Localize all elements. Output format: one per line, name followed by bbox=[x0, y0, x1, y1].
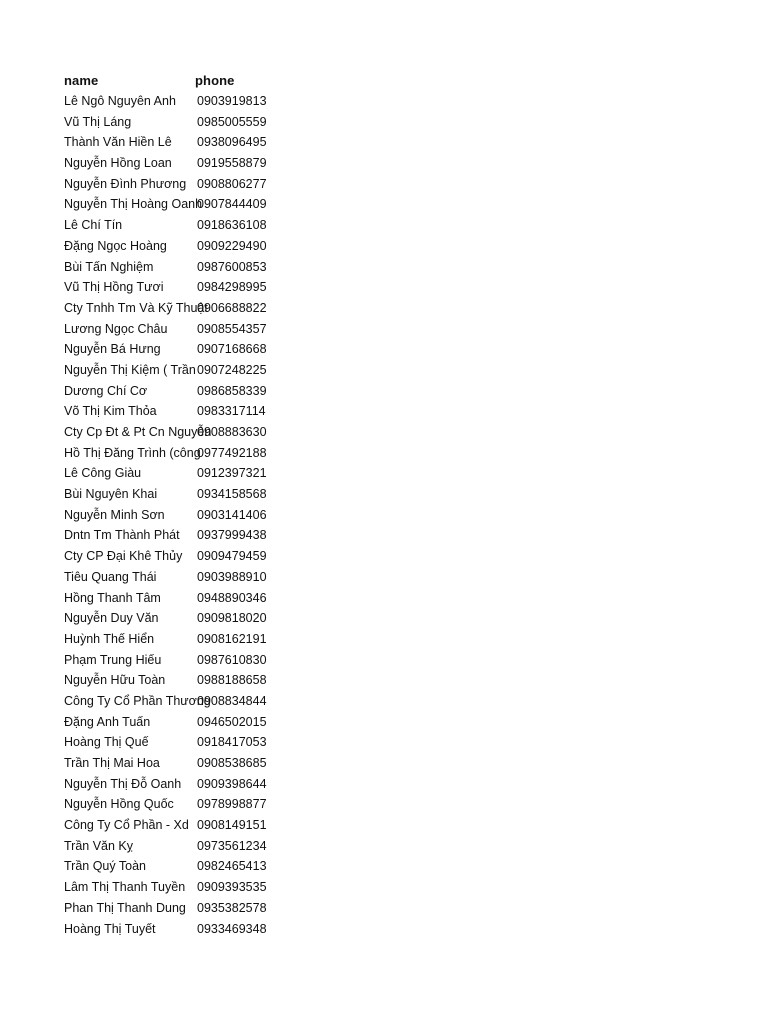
cell-phone: 0909398644 bbox=[197, 776, 267, 791]
cell-phone: 0988188658 bbox=[197, 673, 267, 688]
cell-name: Nguyễn Hữu Toàn bbox=[64, 673, 166, 688]
cell-phone: 0903141406 bbox=[197, 507, 267, 522]
cell-phone: 0948890346 bbox=[197, 590, 267, 605]
table-row bbox=[64, 360, 284, 381]
cell-phone: 0983317114 bbox=[197, 404, 266, 419]
cell-name: Thành Văn Hiền Lê bbox=[64, 135, 172, 150]
cell-name: Nguyễn Hồng Loan bbox=[64, 156, 172, 171]
table-row bbox=[64, 194, 284, 215]
table-body bbox=[64, 91, 284, 939]
cell-name: Hoàng Thị Tuyết bbox=[64, 921, 156, 936]
cell-phone: 0908538685 bbox=[197, 756, 267, 771]
cell-phone: 0906688822 bbox=[197, 300, 267, 315]
cell-name: Phan Thị Thanh Dung bbox=[64, 900, 186, 915]
table-row bbox=[64, 484, 284, 505]
cell-name: Đặng Anh Tuấn bbox=[64, 714, 151, 729]
table-row bbox=[64, 298, 284, 319]
table-row bbox=[64, 401, 284, 422]
cell-phone: 0985005559 bbox=[197, 114, 267, 129]
cell-name: Công Ty Cổ Phần - Xd bbox=[64, 818, 189, 833]
cell-phone: 0909818020 bbox=[197, 611, 267, 626]
cell-phone: 0918636108 bbox=[197, 218, 267, 233]
cell-phone: 0933469348 bbox=[197, 921, 267, 936]
table-row bbox=[64, 898, 284, 919]
cell-name: Nguyễn Thị Hoàng Oanh bbox=[64, 197, 203, 212]
cell-name: Vũ Thị Láng bbox=[64, 114, 132, 129]
table-row bbox=[64, 173, 284, 194]
table-row bbox=[64, 753, 284, 774]
cell-name: Nguyễn Duy Văn bbox=[64, 611, 159, 626]
cell-phone: 0908554357 bbox=[197, 321, 267, 336]
cell-phone: 0912397321 bbox=[197, 466, 267, 481]
table-row bbox=[64, 380, 284, 401]
cell-name: Nguyễn Bá Hưng bbox=[64, 342, 161, 357]
table-row bbox=[64, 629, 284, 650]
table-row bbox=[64, 422, 284, 443]
cell-name: Cty Cp Đt & Pt Cn Nguyễn bbox=[64, 425, 212, 440]
cell-name: Trần Văn Kỵ bbox=[64, 838, 134, 853]
table-row bbox=[64, 111, 284, 132]
cell-phone: 0908162191 bbox=[197, 631, 267, 646]
cell-phone: 0987610830 bbox=[197, 652, 267, 667]
cell-name: Vũ Thị Hồng Tươi bbox=[64, 280, 164, 295]
cell-phone: 0977492188 bbox=[197, 445, 267, 460]
table-row bbox=[64, 256, 284, 277]
cell-name: Lâm Thị Thanh Tuyền bbox=[64, 880, 186, 895]
contact-table bbox=[64, 70, 284, 939]
cell-name: Bùi Nguyên Khai bbox=[64, 487, 158, 502]
table-row bbox=[64, 877, 284, 898]
cell-name: Nguyễn Thị Kiệm ( Trần bbox=[64, 362, 196, 377]
cell-phone: 0919558879 bbox=[197, 156, 267, 171]
cell-phone: 0987600853 bbox=[197, 259, 267, 274]
table-row bbox=[64, 567, 284, 588]
table-row bbox=[64, 215, 284, 236]
cell-name: Huỳnh Thế Hiển bbox=[64, 631, 155, 646]
cell-phone: 0907248225 bbox=[197, 362, 267, 377]
cell-name: Trần Thị Mai Hoa bbox=[64, 756, 160, 771]
cell-phone: 0909393535 bbox=[197, 880, 267, 895]
header-name: name bbox=[64, 72, 99, 88]
cell-name: Hồ Thị Đăng Trình (công bbox=[64, 445, 201, 460]
table-row bbox=[64, 794, 284, 815]
cell-phone: 0909229490 bbox=[197, 238, 267, 253]
table-row bbox=[64, 856, 284, 877]
cell-phone: 0973561234 bbox=[197, 838, 267, 853]
cell-phone: 0907844409 bbox=[197, 197, 267, 212]
cell-phone: 0903988910 bbox=[197, 569, 267, 584]
cell-name: Phạm Trung Hiếu bbox=[64, 652, 162, 667]
table-row bbox=[64, 339, 284, 360]
table-header-row bbox=[64, 70, 284, 91]
cell-phone: 0937999438 bbox=[197, 528, 267, 543]
cell-phone: 0946502015 bbox=[197, 714, 267, 729]
cell-phone: 0908834844 bbox=[197, 693, 267, 708]
table-row bbox=[64, 236, 284, 257]
cell-name: Trần Quý Toàn bbox=[64, 859, 146, 874]
table-row bbox=[64, 463, 284, 484]
table-row bbox=[64, 504, 284, 525]
table-row bbox=[64, 525, 284, 546]
table-row bbox=[64, 318, 284, 339]
cell-name: Cty CP Đại Khê Thủy bbox=[64, 549, 183, 564]
table-row bbox=[64, 732, 284, 753]
cell-name: Lê Ngô Nguyên Anh bbox=[64, 94, 176, 109]
cell-name: Hoàng Thị Quế bbox=[64, 735, 149, 750]
table-row bbox=[64, 277, 284, 298]
cell-name: Lương Ngọc Châu bbox=[64, 321, 168, 336]
cell-name: Nguyễn Đình Phương bbox=[64, 176, 187, 191]
table-row bbox=[64, 670, 284, 691]
cell-name: Công Ty Cổ Phần Thương bbox=[64, 693, 211, 708]
table-row bbox=[64, 711, 284, 732]
header-phone: phone bbox=[195, 72, 235, 88]
cell-phone: 0903919813 bbox=[197, 94, 267, 109]
cell-name: Lê Chí Tín bbox=[64, 218, 123, 233]
cell-name: Dương Chí Cơ bbox=[64, 383, 148, 398]
cell-name: Nguyễn Thị Đỗ Oanh bbox=[64, 776, 182, 791]
table-row bbox=[64, 587, 284, 608]
cell-name: Nguyễn Minh Sơn bbox=[64, 507, 165, 522]
cell-phone: 0935382578 bbox=[197, 900, 267, 915]
table-row bbox=[64, 608, 284, 629]
cell-phone: 0978998877 bbox=[197, 797, 267, 812]
cell-phone: 0918417053 bbox=[197, 735, 267, 750]
table-row bbox=[64, 918, 284, 939]
cell-phone: 0907168668 bbox=[197, 342, 267, 357]
cell-name: Bùi Tấn Nghiệm bbox=[64, 259, 154, 274]
cell-name: Lê Công Giàu bbox=[64, 466, 142, 481]
cell-phone: 0984298995 bbox=[197, 280, 267, 295]
cell-name: Nguyễn Hồng Quốc bbox=[64, 797, 174, 812]
cell-name: Hồng Thanh Tâm bbox=[64, 590, 161, 605]
cell-name: Đặng Ngọc Hoàng bbox=[64, 238, 167, 253]
table-row bbox=[64, 815, 284, 836]
cell-phone: 0934158568 bbox=[197, 487, 267, 502]
cell-phone: 0908806277 bbox=[197, 176, 267, 191]
table-row bbox=[64, 153, 284, 174]
cell-phone: 0982465413 bbox=[197, 859, 267, 874]
cell-phone: 0909479459 bbox=[197, 549, 267, 564]
cell-phone: 0938096495 bbox=[197, 135, 267, 150]
table-row bbox=[64, 773, 284, 794]
table-row bbox=[64, 649, 284, 670]
table-row bbox=[64, 691, 284, 712]
cell-name: Cty Tnhh Tm Và Kỹ Thuật bbox=[64, 300, 208, 315]
table-row bbox=[64, 442, 284, 463]
cell-name: Dntn Tm Thành Phát bbox=[64, 528, 180, 543]
table-row bbox=[64, 546, 284, 567]
cell-name: Võ Thị Kim Thỏa bbox=[64, 404, 157, 419]
table-row bbox=[64, 835, 284, 856]
cell-phone: 0908149151 bbox=[197, 818, 267, 833]
table-row bbox=[64, 132, 284, 153]
cell-phone: 0986858339 bbox=[197, 383, 267, 398]
cell-name: Tiêu Quang Thái bbox=[64, 569, 157, 584]
table-row bbox=[64, 91, 284, 112]
cell-phone: 0908883630 bbox=[197, 425, 267, 440]
